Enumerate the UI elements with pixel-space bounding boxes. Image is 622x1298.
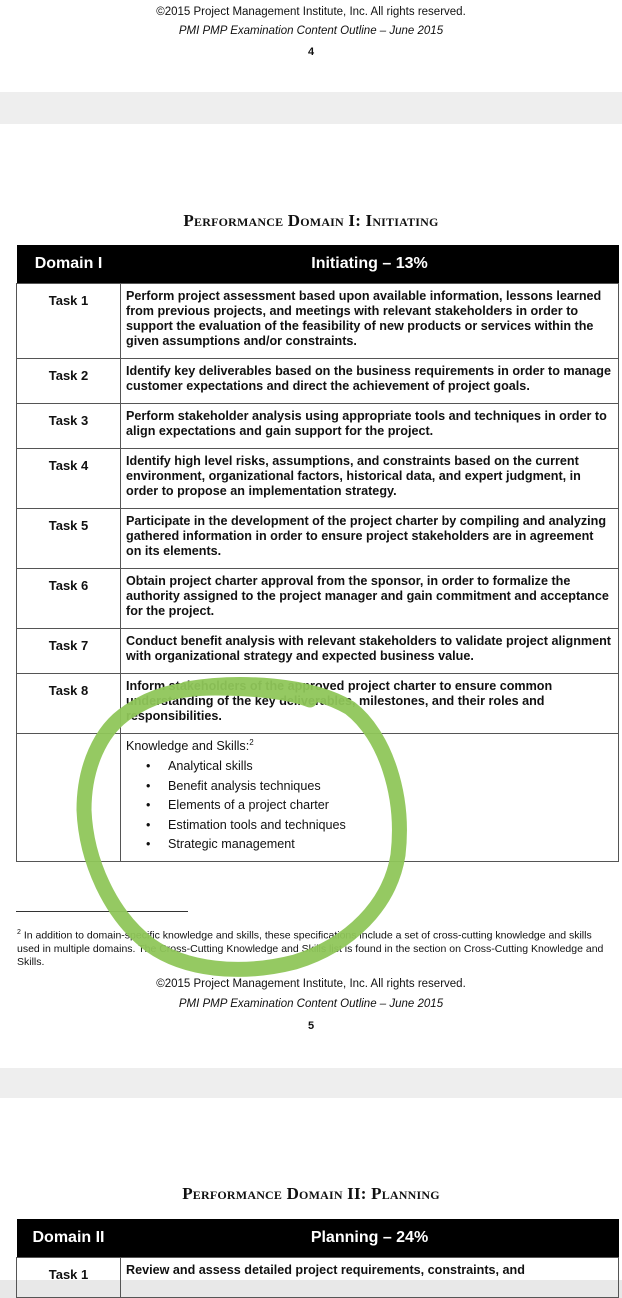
copyright-line: ©2015 Project Management Institute, Inc. All rights reserved. (156, 978, 466, 990)
list-item: • Strategic management (168, 835, 612, 855)
table-row (17, 509, 619, 569)
outline-line: PMI PMP Examination Content Outline – June 2015 (178, 25, 444, 37)
page-gap (0, 92, 622, 124)
task-label: Task 1 (17, 1258, 121, 1298)
page-number: 4 (307, 46, 315, 58)
table-header-row (17, 1219, 619, 1258)
knowledge-row (17, 734, 619, 862)
page-6 (0, 1098, 622, 1280)
footnote-ref: 2 (249, 738, 254, 747)
domain-heading: Performance Domain II: Planning (182, 1184, 440, 1203)
knowledge-title-text: Knowledge and Skills: (126, 739, 250, 754)
table-header-row (17, 245, 619, 284)
table-row (17, 284, 619, 359)
page-gap (0, 1068, 622, 1098)
list-item: • Benefit analysis techniques (168, 777, 612, 797)
task-text: Participate in the development of the project charter by compiling and analyzing gathered information in order to ensure project stakeholders are in agreement on its elements. (121, 509, 619, 569)
task-text: Identify key deliverables based on the business requirements in order to manage customer expectations and direct the achievement of project goals. (121, 359, 619, 404)
page-number: 5 (307, 1020, 315, 1032)
list-item: • Analytical skills (168, 757, 612, 777)
table-row (17, 359, 619, 404)
task-text: Identify high level risks, assumptions, and constraints based on the current environment, organizational factors, historical data, and expert judgment, in order to propose an implementation strategy. (121, 449, 619, 509)
task-label: Task 4 (17, 449, 121, 509)
task-label: Task 6 (17, 569, 121, 629)
table-row (17, 674, 619, 734)
page-5 (0, 124, 622, 1068)
task-label: Task 5 (17, 509, 121, 569)
footnote (17, 926, 615, 969)
domain-heading: Performance Domain I: Initiating (183, 211, 439, 230)
knowledge-cell (121, 734, 619, 862)
task-text: Perform stakeholder analysis using appropriate tools and techniques in order to align expectations and gain support for the project. (121, 404, 619, 449)
task-text: Perform project assessment based upon available information, lessons learned from previous projects, and meetings with relevant stakeholders in order to support the evaluation of the feasibility of new products or services within the given assumptions and/or constraints. (121, 284, 619, 359)
domain-table (16, 245, 619, 862)
domain-weight: Initiating – 13% (121, 245, 619, 284)
task-label: Task 1 (17, 284, 121, 359)
table-row (17, 404, 619, 449)
task-text: Obtain project charter approval from the sponsor, in order to formalize the authority assigned to the project manager and gain commitment and acceptance for the project. (121, 569, 619, 629)
footnote-marker: 2 (17, 929, 21, 936)
domain-weight: Planning – 24% (121, 1219, 619, 1258)
task-text: Conduct benefit analysis with relevant stakeholders to validate project alignment with organizational strategy and expected business value. (121, 629, 619, 674)
list-item: • Elements of a project charter (168, 796, 612, 816)
task-label: Task 3 (17, 404, 121, 449)
domain-label: Domain II (17, 1219, 121, 1258)
knowledge-empty-cell (17, 734, 121, 862)
task-text: Inform stakeholders of the approved project charter to ensure common understanding of the key deliverables, milestones, and their roles and responsibilities. (121, 674, 619, 734)
footnote-rule (16, 911, 188, 912)
domain-label: Domain I (17, 245, 121, 284)
page-4 (0, 0, 622, 92)
domain-table (16, 1219, 619, 1298)
table-row (17, 449, 619, 509)
table-row (17, 1258, 619, 1298)
footnote-text: In addition to domain-specific knowledge and skills, these specifications include a set of cross-cutting knowledge and skills used in multiple domains. The Cross-Cutting Knowledge and Skills list is found in the section on Cross-Cutting Knowledge and Skills. (17, 929, 604, 968)
task-label: Task 2 (17, 359, 121, 404)
task-text: Review and assess detailed project requirements, constraints, and (121, 1258, 619, 1298)
table-row (17, 569, 619, 629)
task-label: Task 8 (17, 674, 121, 734)
table-row (17, 629, 619, 674)
task-label: Task 7 (17, 629, 121, 674)
list-item: • Estimation tools and techniques (168, 816, 612, 836)
outline-line: PMI PMP Examination Content Outline – June 2015 (178, 998, 444, 1010)
copyright-line: ©2015 Project Management Institute, Inc. All rights reserved. (156, 6, 466, 18)
knowledge-list (126, 757, 612, 855)
knowledge-title (126, 738, 612, 753)
